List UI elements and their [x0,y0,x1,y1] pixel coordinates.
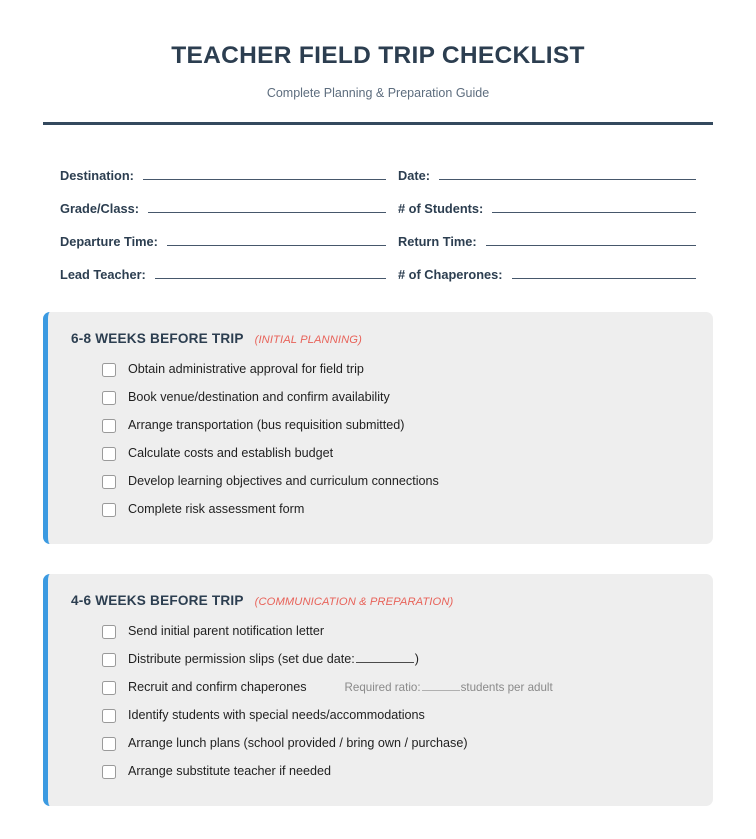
checkbox-icon[interactable] [102,447,116,461]
section-tag: (INITIAL PLANNING) [254,333,362,346]
checkbox-icon[interactable] [102,419,116,433]
field-label: Grade/Class: [60,200,139,216]
field-label: Departure Time: [60,233,158,249]
field-num-chaperones[interactable] [398,266,696,282]
checkbox-icon[interactable] [102,653,116,667]
num-chaperones-input[interactable] [512,266,696,279]
header-divider [43,122,713,125]
field-destination[interactable] [60,167,398,183]
checklist-item[interactable] [68,412,693,440]
field-label: Destination: [60,167,134,183]
checklist-item-label: Identify students with special needs/accommodations [128,708,425,723]
field-label: Date: [398,167,430,183]
field-label: # of Students: [398,200,484,216]
page-title: TEACHER FIELD TRIP CHECKLIST [171,42,585,69]
due-date-blank-input[interactable] [356,652,414,663]
note-text-after: students per adult [460,681,553,695]
field-num-students[interactable] [398,200,696,216]
checklist-item[interactable] [68,496,693,524]
section-title: 6-8 WEEKS BEFORE TRIP [71,330,244,346]
checklist-item[interactable] [68,384,693,412]
field-departure-time[interactable] [60,233,398,249]
checklist-item-label [128,651,419,668]
checklist-item-label: Send initial parent notification letter [128,624,325,639]
checkbox-icon[interactable] [102,363,116,377]
note-text-before: Required ratio: [344,681,421,695]
checklist-item[interactable] [68,758,693,786]
checklist-item[interactable] [68,674,693,702]
ratio-blank-input[interactable] [422,681,460,691]
field-return-time[interactable] [398,233,696,249]
checklist-item-label: Arrange lunch plans (school provided / bring own / purchase) [128,736,468,751]
item-text-before: Distribute permission slips (set due date: [128,652,355,667]
checklist-item[interactable] [68,468,693,496]
departure-time-input[interactable] [167,233,386,246]
num-students-input[interactable] [492,200,696,213]
checklist-item[interactable] [68,702,693,730]
checklist-item-label: Book venue/destination and confirm availability [128,390,390,405]
checklist-item-label: Obtain administrative approval for field trip [128,362,364,377]
field-lead-teacher[interactable] [60,266,398,282]
section-header [71,593,693,608]
checklist-item-label: Recruit and confirm chaperones [128,680,307,695]
chaperone-ratio-note [345,681,553,694]
checkbox-icon[interactable] [102,681,116,695]
field-date[interactable] [398,167,696,183]
checklist-section-6-8-weeks [43,312,713,544]
checkbox-icon[interactable] [102,503,116,517]
checklist-item-label: Arrange transportation (bus requisition submitted) [128,418,405,433]
checklist-item-label: Complete risk assessment form [128,502,305,517]
checkbox-icon[interactable] [102,737,116,751]
return-time-input[interactable] [486,233,696,246]
checklist-section-4-6-weeks [43,574,713,806]
checklist-item[interactable] [68,440,693,468]
trip-info-form [43,167,713,282]
grade-class-input[interactable] [148,200,386,213]
field-grade-class[interactable] [60,200,398,216]
section-tag: (COMMUNICATION & PREPARATION) [254,595,454,608]
page-subtitle: Complete Planning & Preparation Guide [266,85,490,100]
field-label: Return Time: [398,233,477,249]
checkbox-icon[interactable] [102,709,116,723]
field-label: # of Chaperones: [398,266,503,282]
checkbox-icon[interactable] [102,765,116,779]
checklist-item-label: Calculate costs and establish budget [128,446,334,461]
section-header [71,331,693,346]
checklist-items [68,356,693,524]
checklist-item-label: Develop learning objectives and curriculum connections [128,474,439,489]
section-title: 4-6 WEEKS BEFORE TRIP [71,592,244,608]
document-header [43,0,713,125]
checklist-items [68,618,693,786]
checklist-item-label: Arrange substitute teacher if needed [128,764,332,779]
checklist-item[interactable] [68,356,693,384]
checkbox-icon[interactable] [102,391,116,405]
checklist-item[interactable] [68,646,693,674]
field-label: Lead Teacher: [60,266,146,282]
checkbox-icon[interactable] [102,625,116,639]
lead-teacher-input[interactable] [155,266,386,279]
destination-input[interactable] [143,167,386,180]
checklist-item[interactable] [68,618,693,646]
checklist-item[interactable] [68,730,693,758]
item-text-after: ) [414,652,419,667]
date-input[interactable] [439,167,696,180]
checkbox-icon[interactable] [102,475,116,489]
